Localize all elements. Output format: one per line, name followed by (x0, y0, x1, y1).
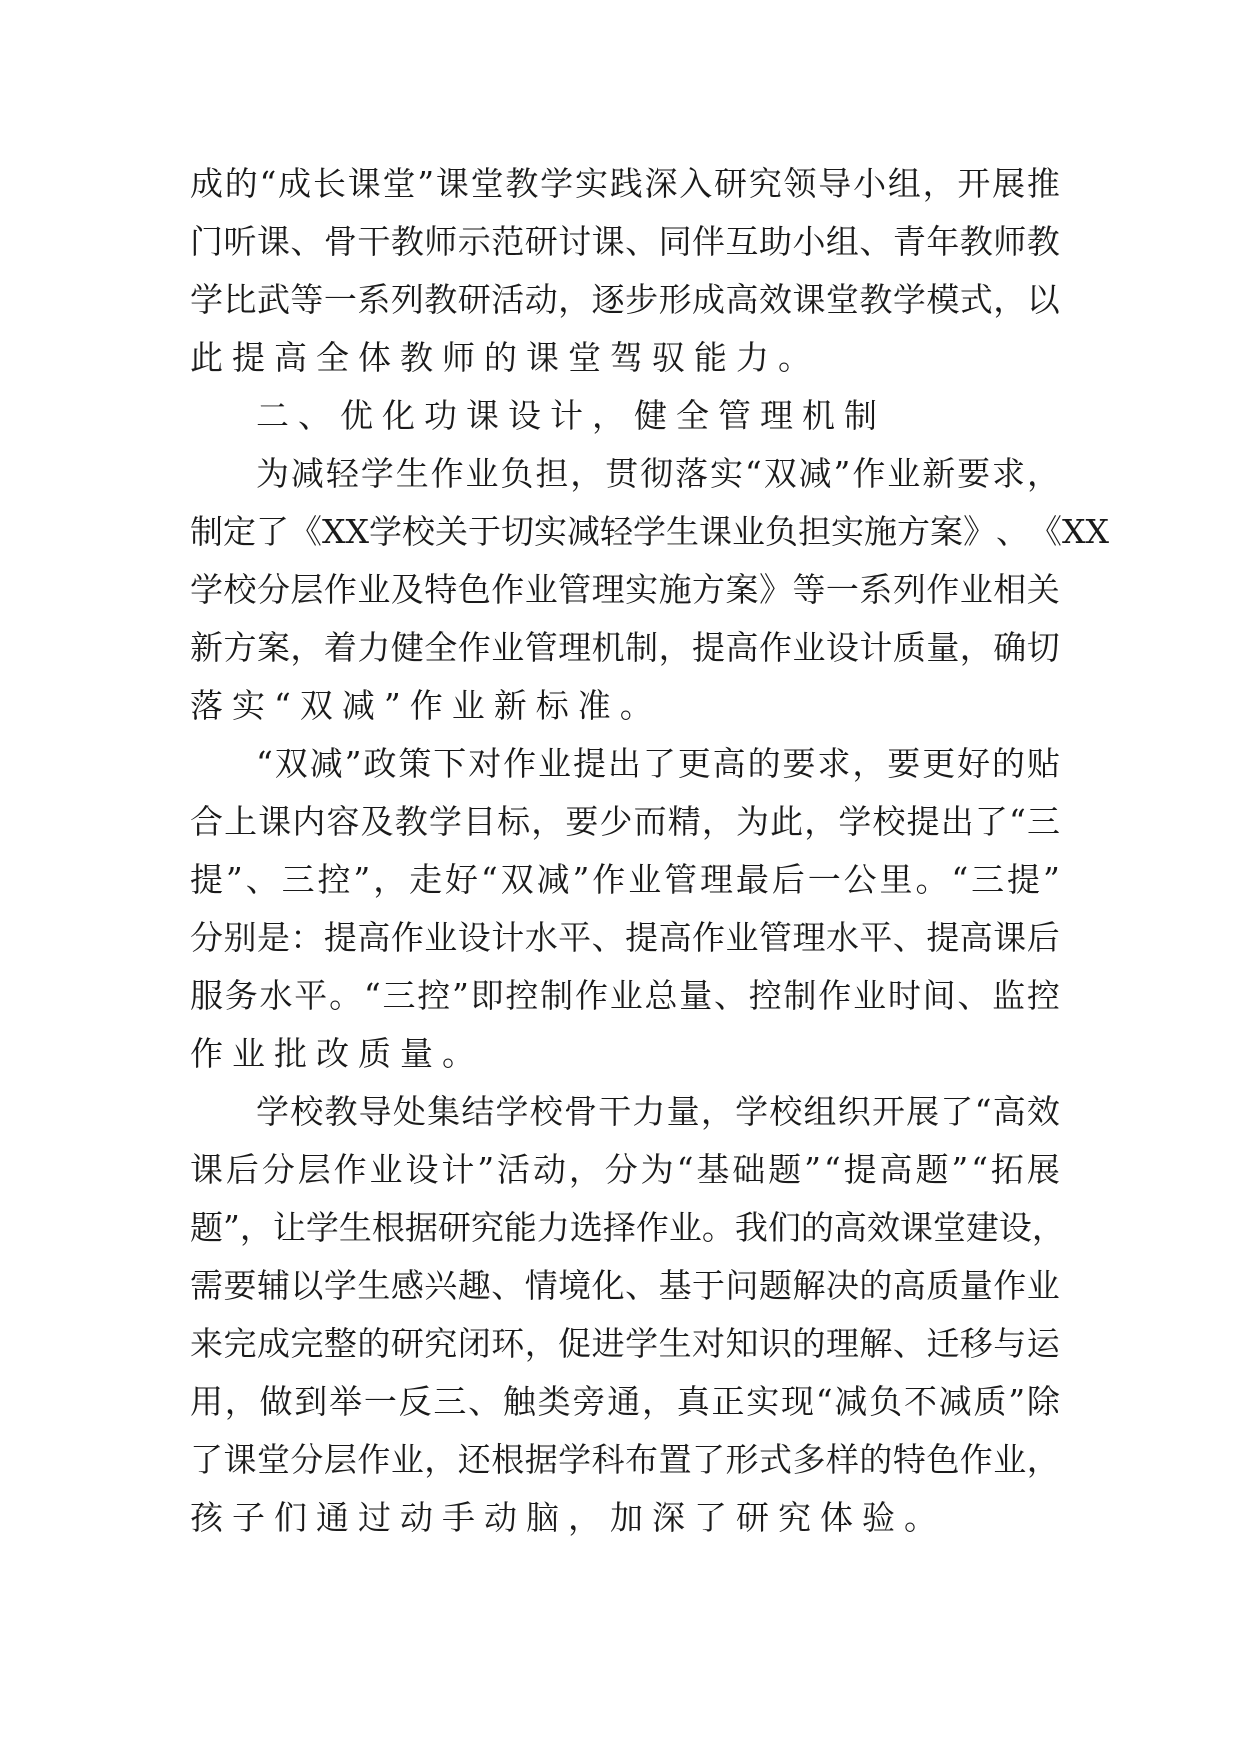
text-line: 成 的 “ 成 长 课 堂 ” 课 堂 教 学 实 践 深 入 研 究 领 导 小 组 ， 开 展 推 (190, 164, 1060, 203)
text-line: 学 校 分 层 作 业 及 特 色 作 业 管 理 实 施 方 案 》 等 一 系 列 作 业 相 关 (190, 570, 1060, 609)
text-line: 学 比 武 等 一 系 列 教 研 活 动 ， 逐 步 形 成 高 效 课 堂 教 学 模 式 ， 以 (190, 280, 1060, 319)
text-line: 来 完 成 完 整 的 研 究 闭 环 ， 促 进 学 生 对 知 识 的 理 解 、 迁 移 与 运 (190, 1324, 1060, 1363)
text-line: 为 减 轻 学 生 作 业 负 担 ， 贯 彻 落 实 “ 双 减 ” 作 业 新 要 求 ， (256, 454, 1060, 493)
section-heading: 二、优化功课设计，健全管理机制 (256, 396, 886, 435)
text-line: 合 上 课 内 容 及 教 学 目 标 ， 要 少 而 精 ， 为 此 ， 学 校 提 出 了 “ 三 (190, 802, 1060, 841)
text-line: 用 ， 做 到 举 一 反 三 、 触 类 旁 通 ， 真 正 实 现 “ 减 负 不 减 质 ” 除 (190, 1382, 1060, 1421)
text-line: 题 ” ， 让 学 生 根 据 研 究 能 力 选 择 作 业 。 我 们 的 高 效 课 堂 建 设 ， (190, 1208, 1065, 1247)
text-line: 了 课 堂 分 层 作 业 ， 还 根 据 学 科 布 置 了 形 式 多 样 的 特 色 作 业 ， (190, 1440, 1060, 1479)
text-line: 提 ” 、 三 控 ” ， 走 好 “ 双 减 ” 作 业 管 理 最 后 一 公 里 。 “ 三 提 ” (190, 860, 1060, 899)
text-line: 门 听 课 、 骨 干 教 师 示 范 研 讨 课 、 同 伴 互 助 小 组 、 青 年 教 师 教 (190, 222, 1060, 261)
text-line: 课 后 分 层 作 业 设 计 ” 活 动 ， 分 为 “ 基 础 题 ” “ 提 高 题 ” “ 拓 展 (190, 1150, 1060, 1189)
text-line: 需 要 辅 以 学 生 感 兴 趣 、 情 境 化 、 基 于 问 题 解 决 的 高 质 量 作 业 (190, 1266, 1060, 1305)
text-line: 学 校 教 导 处 集 结 学 校 骨 干 力 量 ， 学 校 组 织 开 展 了 “ 高 效 (256, 1092, 1060, 1131)
text-line: 落实“双减”作业新标准。 (190, 686, 662, 725)
text-line: 孩子们通过动手动脑，加深了研究体验。 (190, 1498, 946, 1537)
document-body (190, 155, 1109, 1547)
text-line: 分 别 是 ： 提 高 作 业 设 计 水 平 、 提 高 作 业 管 理 水 平 、 提 高 课 后 (190, 918, 1060, 957)
text-line: 作业批改质量。 (190, 1034, 484, 1073)
text-line: 此提高全体教师的课堂驾驭能力。 (190, 338, 820, 377)
text-line: 制 定 了 《 XX 学 校 关 于 切 实 减 轻 学 生 课 业 负 担 实 施 方 案 》 、 《 XX (190, 512, 1109, 551)
text-line: “ 双 减 ” 政 策 下 对 作 业 提 出 了 更 高 的 要 求 ， 要 更 好 的 贴 (256, 744, 1060, 783)
text-line: 服 务 水 平 。 “ 三 控 ” 即 控 制 作 业 总 量 、 控 制 作 业 时 间 、 监 控 (190, 976, 1060, 1015)
text-line: 新 方 案 ， 着 力 健 全 作 业 管 理 机 制 ， 提 高 作 业 设 计 质 量 ， 确 切 (190, 628, 1060, 667)
